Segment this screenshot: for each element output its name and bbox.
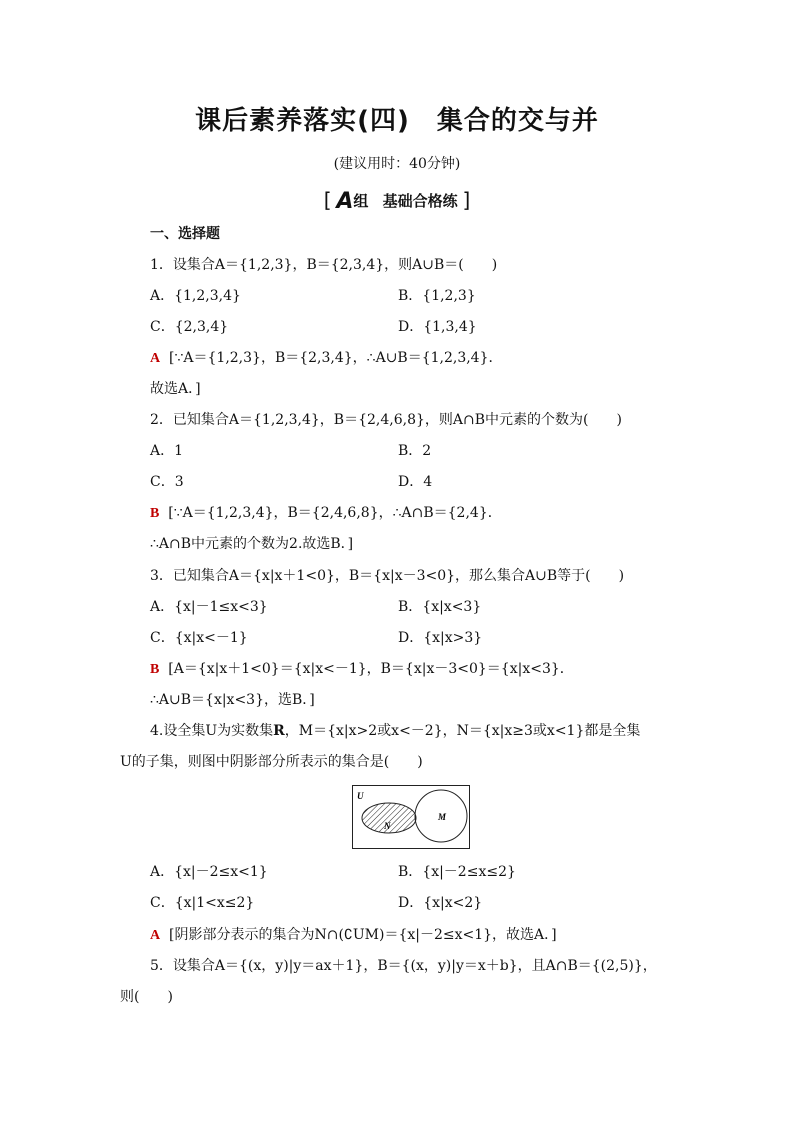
q4-stem-pre: 4.设全集U为实数集 [150,723,274,739]
q3-option-b: B．{x|x<3} [398,599,482,615]
q1-option-d: D．{1,3,4} [398,319,477,335]
q3-explanation-1: [A＝{x|x＋1<0}＝{x|x<－1}，B＝{x|x－3<0}＝{x|x<3}． [168,661,574,677]
q1-stem: 1．设集合A＝{1,2,3}，B＝{2,3,4}，则A∪B＝( ) [150,257,498,273]
q4-solution [150,925,557,946]
q1-option-a: A．{1,2,3,4} [150,288,241,304]
q4-answer: A [150,928,161,943]
q2-option-c: C．3 [150,474,184,490]
venn-label-u: U [357,791,364,801]
q3-option-d: D．{x|x>3} [398,630,483,646]
q4-option-d: D．{x|x<2} [398,895,483,911]
q2-option-a: A．1 [150,443,184,459]
time-suggestion: (建议用时：40分钟) [333,156,461,172]
q3-option-a: A．{x|－1≤x<3} [150,599,268,615]
left-bracket: [ [323,188,332,212]
q4-explanation-1: [阴影部分表示的集合为N∩(∁UM)＝{x|－2≤x<1}，故选A．] [169,927,557,943]
q2-explanation-2: ∴A∩B中元素的个数为2.故选B．] [150,536,354,552]
venn-label-n: N [384,821,391,831]
q2-explanation-1: [∵A＝{1,2,3,4}，B＝{2,4,6,8}，∴A∩B＝{2,4}． [168,505,502,521]
q4-stem-line-1 [150,721,640,741]
q3-answer: B [150,662,160,677]
q2-solution [150,503,502,524]
q1-option-b: B．{1,2,3} [398,288,476,304]
venn-label-m: M [438,812,447,822]
q2-answer: B [150,506,160,521]
q2-stem: 2．已知集合A＝{1,2,3,4}，B＝{2,4,6,8}，则A∩B中元素的个数为( ) [150,412,622,428]
group-header [0,188,794,214]
q3-solution [150,659,574,680]
group-letter: A [336,189,354,214]
q3-explanation-2: ∴A∪B＝{x|x<3}，选B．] [150,692,315,708]
q4-stem-post: ，M＝{x|x>2或x<－2}，N＝{x|x≥3或x<1}都是全集 [284,723,641,739]
q3-option-c: C．{x|x<－1} [150,630,248,646]
q1-explanation-1: [∵A＝{1,2,3}，B＝{2,3,4}，∴A∪B＝{1,2,3,4}． [169,350,503,366]
group-name: 基础合格练 [382,192,458,210]
q2-option-d: D．4 [398,474,433,490]
q1-explanation-2: 故选A．] [150,381,201,397]
right-bracket: ] [462,188,471,212]
page-title: 课后素养落实(四) 集合的交与并 [195,106,599,136]
q4-option-a: A．{x|－2≤x<1} [150,864,268,880]
q4-stem-real-set: R [273,723,285,739]
q4-option-c: C．{x|1<x≤2} [150,895,255,911]
q5-stem-line-1: 5．设集合A＝{(x，y)|y＝ax＋1}，B＝{(x，y)|y＝x＋b}，且A∩B＝{(2,5)}， [150,958,657,974]
q5-stem-line-2: 则( ) [120,989,173,1005]
q1-solution [150,348,503,369]
q4-stem-line-2: U的子集，则图中阴影部分所表示的集合是( ) [120,754,423,770]
section-heading: 一、选择题 [150,226,220,242]
venn-diagram [352,785,470,849]
q3-stem: 3．已知集合A＝{x|x＋1<0}，B＝{x|x－3<0}，那么集合A∪B等于( ) [150,568,625,584]
q1-option-c: C．{2,3,4} [150,319,229,335]
q4-option-b: B．{x|－2≤x≤2} [398,864,516,880]
group-suffix: 组 [353,192,369,210]
q2-option-b: B．2 [398,443,432,459]
q1-answer: A [150,351,161,366]
